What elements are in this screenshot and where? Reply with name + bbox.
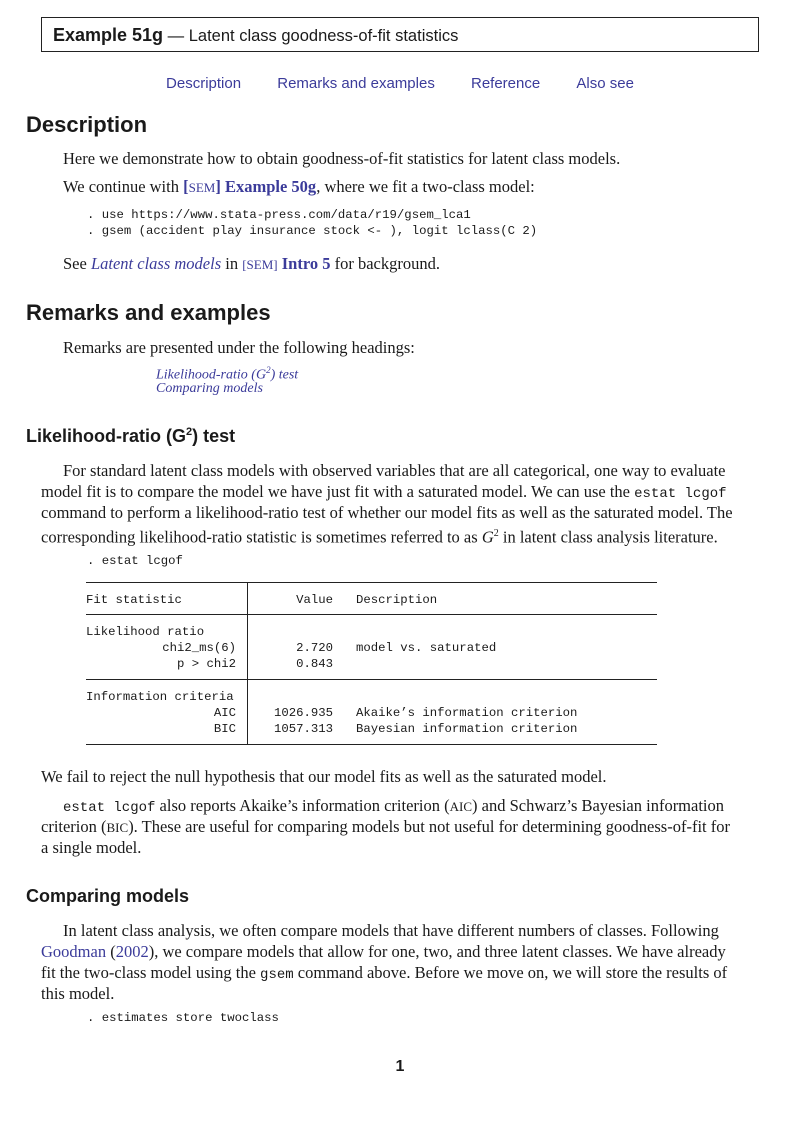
group-likelihood-ratio: Likelihood ratio <box>86 625 205 639</box>
description-para1: Here we demonstrate how to obtain goodness-of-fit statistics for latent class models. <box>63 149 621 168</box>
sem-ref[interactable]: [SEM] <box>242 257 278 272</box>
row-bic-label: BIC <box>213 722 236 736</box>
toc1-post: ) test <box>270 367 299 383</box>
lr-line3: command to perform a likelihood-ratio test of whether our model fits as well as the saturated model. The <box>41 503 733 522</box>
description-para2 <box>63 176 535 198</box>
code-use: . use https://www.stata-press.com/data/r19/gsem_lca1 <box>87 208 471 222</box>
title-dash: — <box>163 27 189 45</box>
gsem-code: gsem <box>260 967 294 983</box>
toc1-sup: 2 <box>266 365 271 375</box>
lr-line2-pre: model fit is to compare the model we have just fit with a saturated model. We can use the <box>41 482 635 501</box>
link-bracket: [ <box>183 177 189 196</box>
page-title: Latent class goodness-of-fit statistics <box>188 27 459 45</box>
goodman-link[interactable]: Goodman <box>41 942 107 961</box>
header-description: Description <box>356 593 438 607</box>
description-para3 <box>63 253 440 275</box>
para2-line2-pre: criterion ( <box>41 817 107 836</box>
comparing-line2-post: ), we compare models that allow for one, two, and three latent classes. We have already <box>148 942 726 961</box>
nav-link-description[interactable]: Description <box>166 75 242 92</box>
comparing-line4: this model. <box>41 984 115 1003</box>
comparing-line3-pre: fit the two-class model using the <box>41 963 261 982</box>
row-bic-desc: Bayesian information criterion <box>356 722 578 736</box>
nav-link-remarks[interactable]: Remarks and examples <box>277 75 435 92</box>
para3-mid: in <box>221 254 243 273</box>
intro5-link[interactable]: Intro 5 <box>277 254 331 273</box>
table-rule-mid <box>86 679 657 680</box>
after-table-para1: We fail to reject the null hypothesis that our model fits as well as the saturated model. <box>41 767 607 786</box>
row-aic-value: 1026.935 <box>273 706 333 720</box>
example-50g-link[interactable] <box>183 177 316 196</box>
row-p-label: p > chi2 <box>176 657 236 671</box>
latent-class-models-link[interactable]: Latent class models <box>90 254 222 273</box>
lr-test-heading <box>26 426 235 447</box>
lr-line4 <box>41 523 718 548</box>
para2-text-pre: We continue with <box>63 177 184 196</box>
lr-line4-post: in latent class analysis literature. <box>498 527 718 547</box>
group-information-criteria: Information criteria <box>86 690 234 704</box>
table-rule-top <box>86 582 657 583</box>
row-aic-label: AIC <box>213 706 236 720</box>
comparing-line3-post: command above. Before we move on, we will store the results of <box>293 963 728 982</box>
comparing-line1: In latent class analysis, we often compare models that have different numbers of classes. Following <box>63 921 719 940</box>
row-bic-value: 1057.313 <box>273 722 333 736</box>
table-rule-header <box>86 614 657 615</box>
row-chi2-desc: model vs. saturated <box>356 641 497 655</box>
para3-pre: See <box>63 254 91 273</box>
section-nav <box>0 75 800 92</box>
header-fit-statistic: Fit statistic <box>86 593 182 607</box>
toc-link-comparing[interactable]: Comparing models <box>156 381 263 396</box>
comparing-models-heading: Comparing models <box>26 886 190 906</box>
paren-open: ( <box>106 942 116 961</box>
row-chi2-label: chi2_ms(6) <box>162 641 236 655</box>
nav-link-reference[interactable]: Reference <box>471 75 541 92</box>
code-gsem: . gsem (accident play insurance stock <- ), logit lclass(C 2) <box>87 224 538 238</box>
para2-line2-post: ). These are useful for comparing models but not useful for determining goodness-of-fit for <box>128 817 730 836</box>
para2-text-post: , where we fit a two-class model: <box>316 177 535 196</box>
code-estimates-store: . estimates store twoclass <box>87 1011 279 1025</box>
header-value: Value <box>296 593 333 607</box>
remarks-heading: Remarks and examples <box>26 300 271 325</box>
lr-heading-pre: Likelihood-ratio (G <box>26 426 186 446</box>
link-sem: SEM <box>188 180 216 195</box>
after-table-para2-line3: a single model. <box>41 838 142 857</box>
row-p-value: 0.843 <box>296 657 333 671</box>
lr-heading-sup: 2 <box>186 426 193 438</box>
row-aic-desc: Akaike’s information criterion <box>356 706 578 720</box>
toc1-g: G <box>255 367 267 383</box>
comparing-line2 <box>41 941 726 962</box>
fit-statistics-table <box>86 582 657 745</box>
bic-abbrev: BIC <box>106 820 129 835</box>
year-2002-link[interactable]: 2002 <box>115 942 149 961</box>
code-estat-lcgof: . estat lcgof <box>87 554 183 568</box>
row-chi2-value: 2.720 <box>296 641 333 655</box>
aic-abbrev: AIC <box>449 799 472 814</box>
para2-line1-text: also reports Akaike’s information criterion ( <box>155 796 450 815</box>
comparing-line3 <box>41 962 727 986</box>
example-number: Example 51g <box>53 25 164 45</box>
lr-line4-sup: 2 <box>493 528 499 539</box>
lr-line4-pre: corresponding likelihood-ratio statistic is sometimes referred to as <box>41 527 482 547</box>
table-rule-bottom <box>86 744 657 745</box>
remarks-intro: Remarks are presented under the following headings: <box>63 338 415 357</box>
page-number: 1 <box>395 1058 405 1075</box>
after-table-para2-line2 <box>41 816 730 838</box>
page-title-box <box>41 17 759 52</box>
description-heading: Description <box>26 112 148 137</box>
para3-post: for background. <box>330 254 440 273</box>
lr-heading-post: ) test <box>192 426 236 446</box>
nav-link-also-see[interactable]: Also see <box>576 75 634 92</box>
toc1-pre: Likelihood-ratio ( <box>156 367 256 383</box>
para2-line1-text2: ) and Schwarz’s Bayesian information <box>472 796 725 815</box>
para2-code: estat lcgof <box>63 800 156 816</box>
link-rest: ] Example 50g <box>215 177 317 196</box>
lr-line2-code: estat lcgof <box>634 486 727 502</box>
lr-line1: For standard latent class models with observed variables that are all categorical, one way to evaluate <box>63 461 726 480</box>
lr-line4-g: G <box>481 527 494 547</box>
